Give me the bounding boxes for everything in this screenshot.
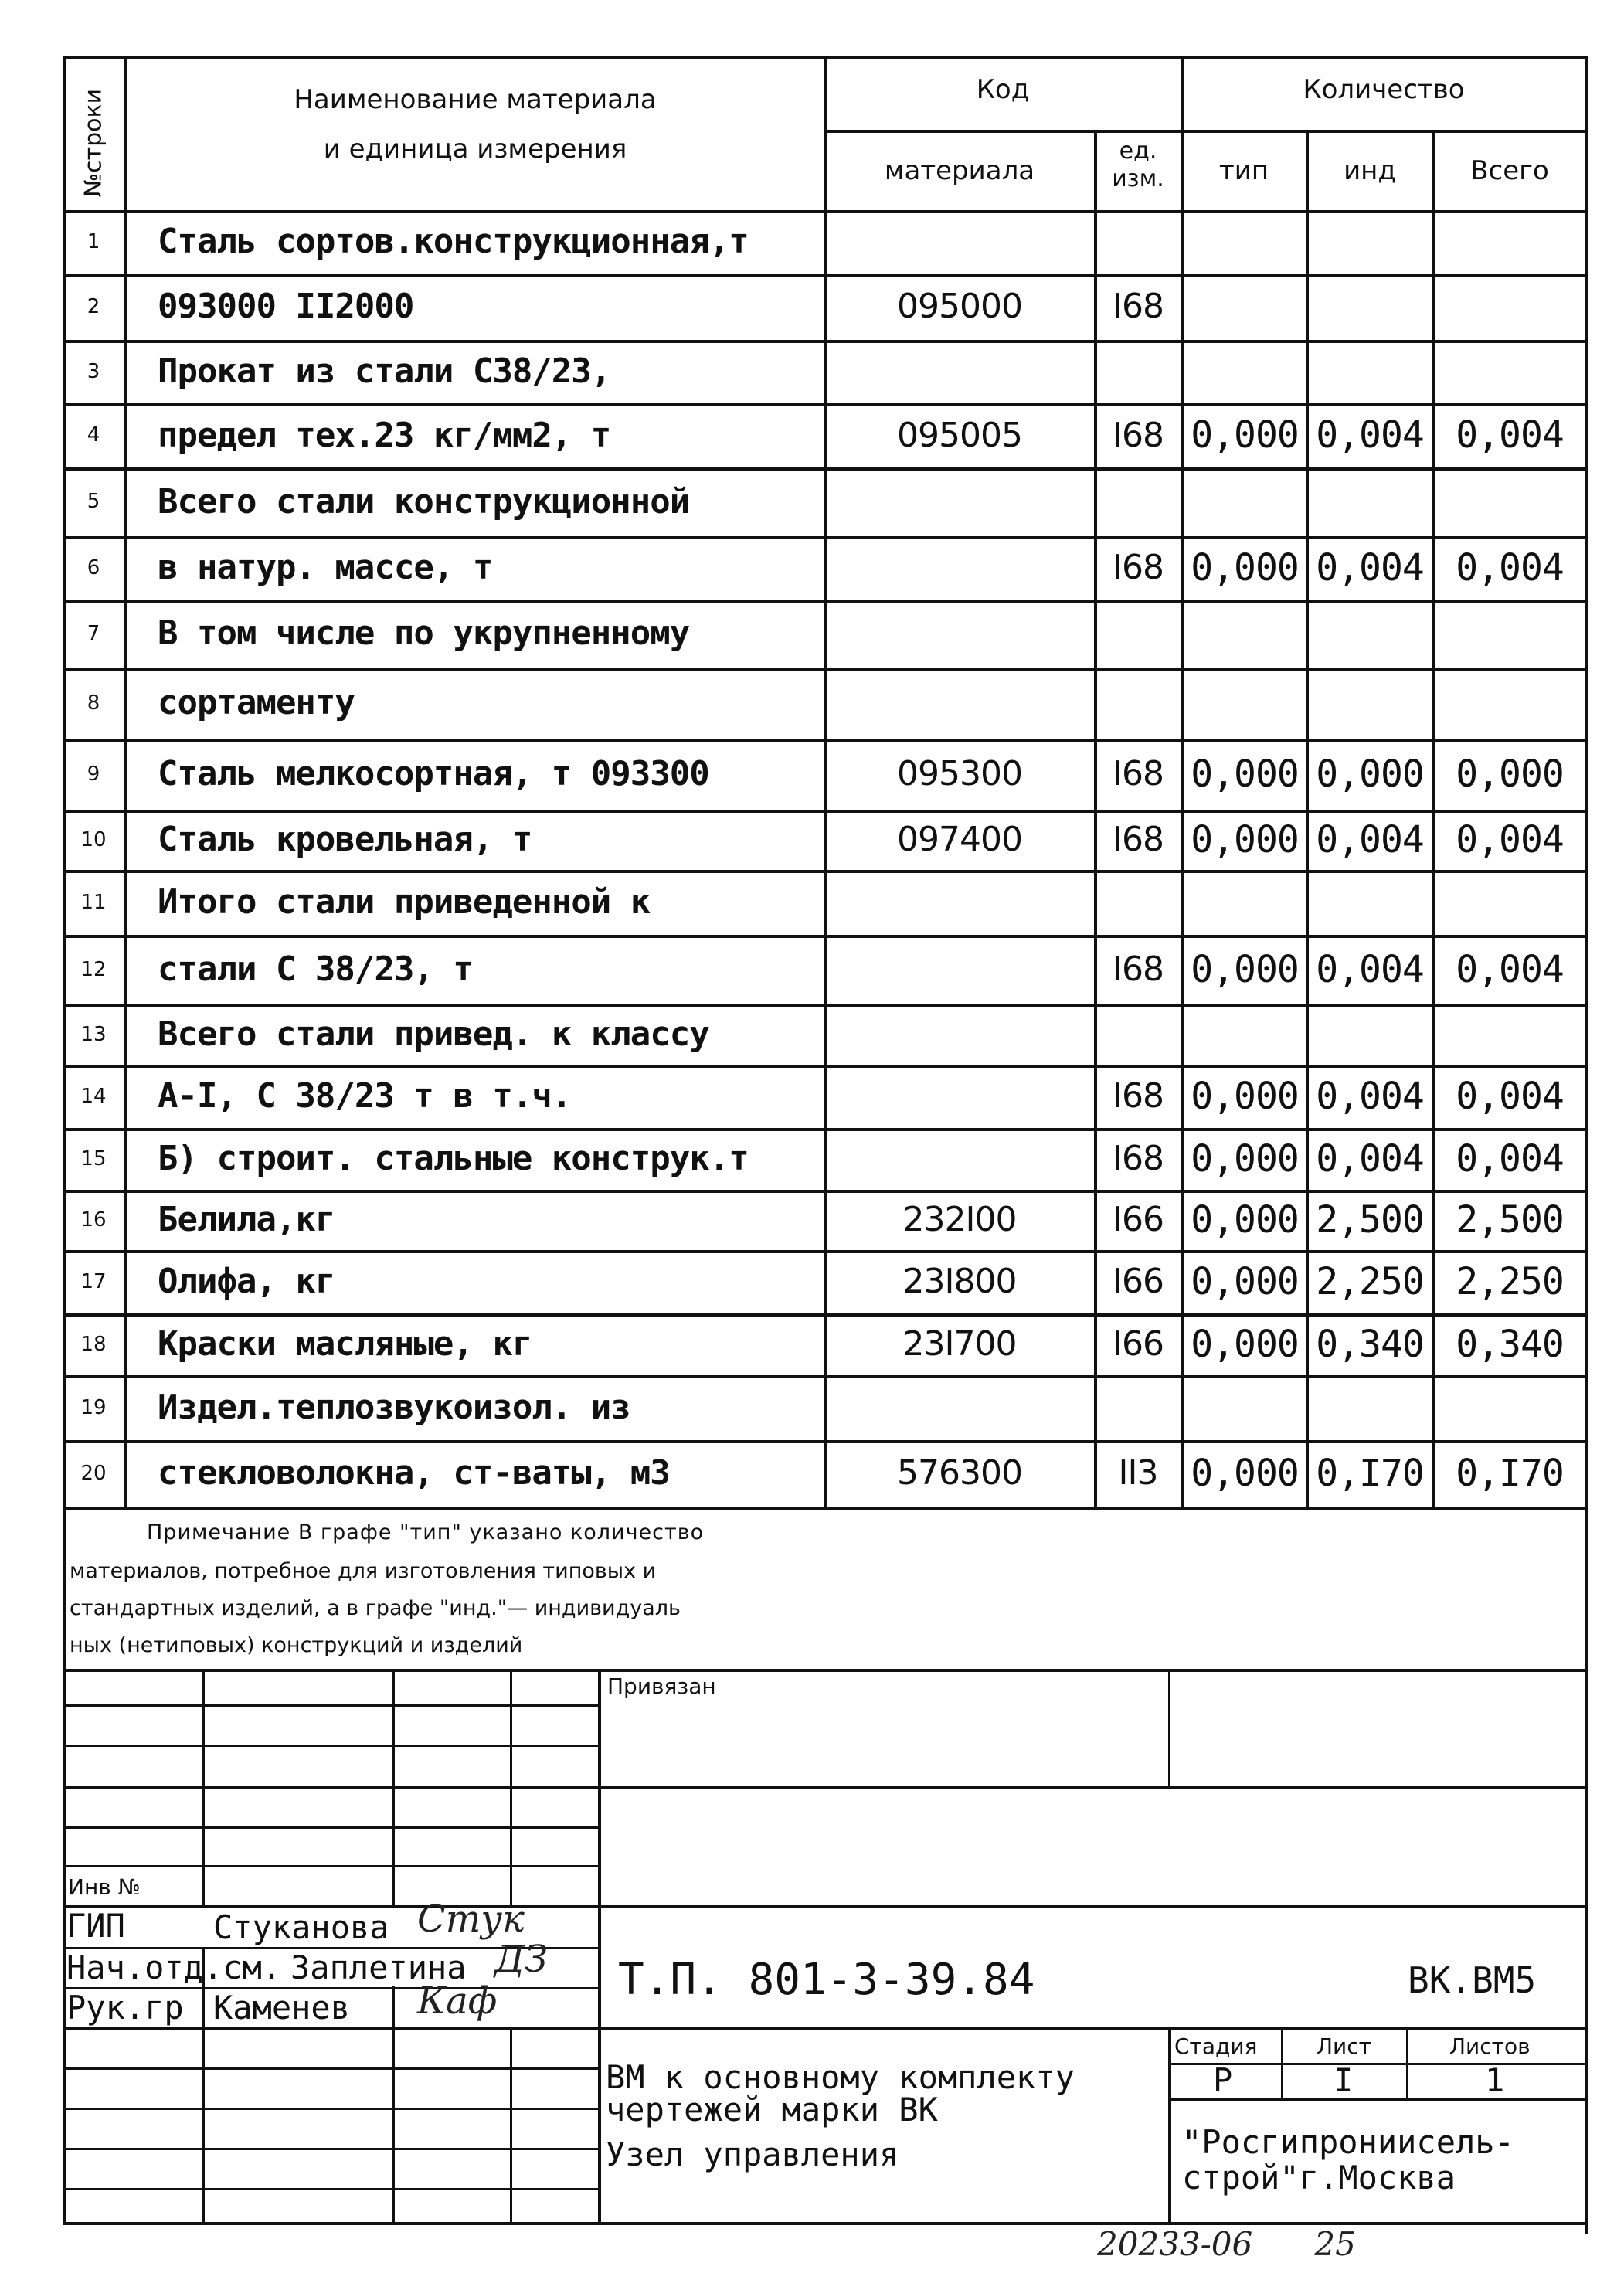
row-number: 15 [80,1147,107,1170]
material-name: стали С 38/23, т [158,950,473,989]
row-number: 17 [80,1270,107,1293]
qty-total: 0,004 [1456,818,1564,861]
qty-ind: 0,004 [1316,546,1424,589]
qty-ind: 0,004 [1316,1137,1424,1181]
sheet-code: ВК.ВМ5 [1408,1959,1537,2001]
material-code [827,536,1092,600]
unit-code: I68 [1113,416,1164,455]
qty-ind: 0,004 [1316,948,1424,991]
material-name: в натур. массе, т [158,548,493,587]
unit-code [1096,600,1181,668]
org-line2: строй"г.Москва [1182,2159,1456,2197]
col-material-header: материала [884,155,1035,186]
material-name: Прокат из стали С38/23, [158,352,611,391]
handwritten-number: 20233-06 25 [1097,2225,1356,2263]
qty-type: 0,000 [1191,1323,1299,1366]
unit-code [1096,870,1181,935]
row-number: 7 [87,622,100,645]
title-line3: Узел управления [606,2135,899,2173]
qty-total [1434,274,1585,340]
row-number: 16 [80,1208,107,1232]
qty-type: 0,000 [1191,413,1299,457]
qty-ind [1307,274,1432,340]
qty-ind [1307,600,1432,668]
unit-code: I68 [1113,287,1164,326]
row-number: 12 [80,958,107,981]
qty-total: 2,250 [1456,1260,1564,1303]
note-line1: Примечание В графе "тип" указано количество [147,1520,705,1544]
qty-total: 0,I70 [1456,1452,1564,1495]
material-code [827,1004,1092,1065]
col-ind-header: инд [1344,155,1396,186]
material-name: сортаменту [158,683,355,722]
row-number: 19 [80,1396,107,1419]
unit-code [1096,668,1181,739]
row-number: 5 [87,490,100,513]
material-name: Белила,кг [158,1200,335,1239]
note-line3: стандартных изделий, а в графе "инд."— индивидуаль [70,1596,681,1620]
col-rownum-label: №строки [80,88,107,198]
qty-ind: 0,004 [1316,413,1424,457]
qty-ind: 0,004 [1316,818,1424,861]
material-code: 23I700 [902,1324,1017,1364]
qty-total [1434,467,1585,536]
ruk-signature: Каф [417,1979,498,2023]
nach-name: Заплетина [290,1949,467,1986]
row-number: 10 [80,828,107,851]
material-name: Издел.теплозвукоизол. из [158,1388,630,1427]
unit-code: I66 [1113,1200,1164,1239]
title-line1: ВМ к основному комплекту [606,2058,1075,2096]
org-line1: "Росгипрониисель- [1182,2123,1514,2161]
qty-total: 0,004 [1456,546,1564,589]
qty-ind: 0,000 [1316,753,1424,796]
stage-value: Р [1213,2061,1233,2099]
qty-ind [1307,668,1432,739]
material-code: 097400 [897,820,1022,859]
col-name-header-line1: Наименование материала [294,84,657,115]
material-name: В том числе по укрупненному [158,613,690,653]
qty-ind [1307,870,1432,935]
col-unit-header: ед. изм. [1112,138,1164,192]
unit-code [1096,467,1181,536]
gip-role: ГИП [66,1907,125,1945]
material-code [827,210,1092,274]
material-name: предел тех.23 кг/мм2, т [158,416,611,455]
material-name: Сталь мелкосортная, т 093300 [158,754,709,793]
qty-type: 0,000 [1191,1452,1299,1495]
qty-total: 2,500 [1456,1198,1564,1242]
material-code: 23I800 [902,1262,1017,1301]
qty-ind [1307,210,1432,274]
qty-total: 0,004 [1456,1137,1564,1181]
title-line2: чертежей марки ВК [606,2091,938,2129]
qty-type: 0,000 [1191,1137,1299,1181]
material-name: Олифа, кг [158,1262,335,1301]
material-code [827,935,1092,1004]
material-name: 093000 II2000 [158,287,414,326]
row-number: 14 [80,1085,107,1108]
qty-total [1434,210,1585,274]
unit-code: I68 [1113,548,1164,587]
qty-type: 0,000 [1191,546,1299,589]
qty-type [1184,668,1306,739]
note-line4: ных (нетиповых) конструкций и изделий [70,1633,523,1657]
nach-signature: ДЗ [494,1938,548,1981]
row-number: 1 [87,230,100,253]
row-number: 20 [80,1462,107,1485]
qty-type [1184,600,1306,668]
qty-total: 0,004 [1456,1075,1564,1118]
material-name: Всего стали конструкционной [158,482,690,522]
material-name: Сталь кровельная, т [158,820,532,859]
unit-code: I68 [1113,820,1164,859]
row-number: 8 [87,691,100,715]
qty-total [1434,1375,1585,1440]
note-line2: материалов, потребное для изготовления типовых и [70,1559,657,1583]
sheets-label: Листов [1449,2033,1531,2059]
qty-type [1184,274,1306,340]
row-number: 11 [80,891,107,914]
unit-code: I66 [1113,1262,1164,1301]
material-code: 095000 [897,287,1022,326]
unit-code [1096,1004,1181,1065]
attached-label: Привязан [607,1673,716,1699]
material-name: стекловолокна, ст-ваты, м3 [158,1453,670,1493]
qty-type: 0,000 [1191,753,1299,796]
qty-type [1184,340,1306,403]
col-type-header: тип [1218,155,1269,186]
qty-ind: 2,250 [1316,1260,1424,1303]
qty-type [1184,467,1306,536]
qty-type [1184,870,1306,935]
qty-type [1184,1004,1306,1065]
qty-total [1434,870,1585,935]
row-number: 3 [87,360,100,383]
unit-code: I68 [1113,950,1164,989]
row-number: 2 [87,295,100,318]
inv-label: Инв № [68,1874,141,1900]
material-code [827,600,1092,668]
qty-ind: 0,004 [1316,1075,1424,1118]
qty-type: 0,000 [1191,1075,1299,1118]
qty-ind: 0,340 [1316,1323,1424,1366]
qty-total: 0,004 [1456,948,1564,991]
qty-ind: 2,500 [1316,1198,1424,1242]
material-code: 095300 [897,754,1022,793]
col-rownum-header [65,81,122,205]
stage-label: Стадия [1174,2033,1258,2059]
col-total-header: Всего [1470,155,1549,186]
unit-code [1096,340,1181,403]
material-code [827,1065,1092,1128]
unit-code: I68 [1113,1076,1164,1116]
row-number: 13 [80,1023,107,1046]
material-name: Итого стали приведенной к [158,882,651,922]
qty-total: 0,004 [1456,413,1564,457]
unit-code: I68 [1113,1139,1164,1178]
qty-ind [1307,467,1432,536]
nach-role: Нач.отд.см. [66,1949,282,1986]
material-code [827,340,1092,403]
qty-type: 0,000 [1191,818,1299,861]
qty-total [1434,668,1585,739]
ruk-name: Каменев [213,1989,351,2027]
material-name: А-I, С 38/23 т в т.ч. [158,1076,572,1116]
qty-type: 0,000 [1191,948,1299,991]
material-name: Б) строит. стальные конструк.т [158,1139,749,1178]
material-name: Сталь сортов.конструкционная,т [158,222,749,261]
unit-code: I68 [1113,754,1164,793]
sheets-value: 1 [1485,2061,1505,2099]
doc-number: Т.П. 801-3-39.84 [618,1955,1035,2005]
material-name: Всего стали привед. к классу [158,1014,709,1054]
sheet-label: Лист [1317,2033,1371,2059]
ruk-role: Рук.гр [66,1989,184,2027]
unit-code: II3 [1118,1453,1158,1493]
unit-code: I66 [1113,1324,1164,1364]
material-code [827,870,1092,935]
material-code [827,668,1092,739]
gip-signature: Стук [417,1898,525,1941]
material-code [827,1128,1092,1190]
material-name: Краски масляные, кг [158,1324,532,1364]
qty-total: 0,340 [1456,1323,1564,1366]
material-code [827,467,1092,536]
gip-name: Стуканова [213,1908,389,1946]
sheet-value: I [1334,2061,1354,2099]
col-qty-header: Количество [1303,74,1465,105]
row-number: 9 [87,763,100,786]
row-number: 4 [87,423,100,447]
qty-ind [1307,340,1432,403]
qty-total [1434,340,1585,403]
qty-total: 0,000 [1456,753,1564,796]
material-code: 576300 [897,1453,1022,1493]
qty-total [1434,600,1585,668]
material-code [827,1375,1092,1440]
qty-total [1434,1004,1585,1065]
qty-ind [1307,1375,1432,1440]
material-code: 232I00 [902,1200,1017,1239]
unit-code [1096,210,1181,274]
row-number: 6 [87,556,100,579]
material-code: 095005 [897,416,1022,455]
qty-type: 0,000 [1191,1198,1299,1242]
row-number: 18 [80,1333,107,1356]
qty-ind [1307,1004,1432,1065]
qty-type: 0,000 [1191,1260,1299,1303]
qty-ind: 0,I70 [1316,1452,1424,1495]
unit-code [1096,1375,1181,1440]
qty-type [1184,210,1306,274]
col-name-header-line2: и единица измерения [323,134,627,165]
qty-type [1184,1375,1306,1440]
col-code-header: Код [976,74,1030,105]
